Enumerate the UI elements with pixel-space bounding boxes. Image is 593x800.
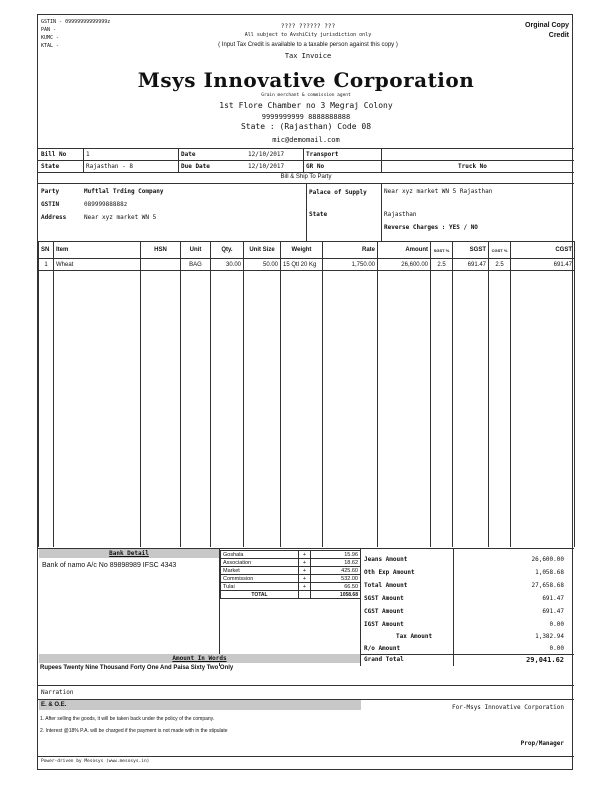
charge-total-label: TOTAL	[221, 591, 299, 599]
charge-total-row	[221, 591, 361, 599]
ro-amount: 0.00	[549, 645, 564, 652]
header-symbols: ???? ?????? ???	[280, 23, 336, 30]
grand-total-label: Grand Total	[364, 656, 404, 663]
charge-sign: +	[299, 567, 311, 575]
term-1: 1. After selling the goods, it will be taken back under the policy of the company.	[40, 716, 215, 722]
party-address-label: Address	[41, 214, 67, 221]
party-name: Muftlal Trding Company	[84, 188, 164, 195]
oth-exp-amount: 1,058.68	[535, 569, 564, 576]
col-unit: Unit	[181, 242, 211, 259]
cell-rate: 1,750.00	[323, 259, 378, 271]
jeans-amount-label: Jeans Amount	[364, 556, 408, 563]
powered-by: Power-driven by Mesosys (www.mesosys.in)	[41, 759, 150, 764]
company-tagline: Grain merchant & commission agent	[261, 93, 351, 98]
col-unit-size: Unit Size	[244, 242, 281, 259]
charge-row	[221, 551, 361, 559]
party-state: Rajasthan	[384, 211, 417, 218]
charge-name: Association	[221, 559, 299, 567]
bill-state: Rajasthan - 8	[86, 163, 133, 170]
party-gstin-label: GSTIN	[41, 201, 60, 208]
party-label: Party	[41, 188, 60, 195]
party-address: Near xyz market WN 5	[84, 214, 157, 221]
company-state: State : (Rajasthan) Code 08	[240, 122, 372, 131]
cell-weight: 15 Qtl 20 Kg	[281, 259, 323, 271]
total-amount: 27,658.68	[531, 582, 564, 589]
charge-row	[221, 567, 361, 575]
col-cgst: CGST	[511, 242, 575, 259]
ro-amount-label: R/o Amount	[364, 645, 401, 652]
charge-name: Goshala	[221, 551, 299, 559]
charge-row	[221, 559, 361, 567]
signatory: Prop/Manager	[520, 740, 564, 747]
bill-state-label: State	[41, 163, 60, 170]
company-email: mic@demomail.com	[272, 136, 340, 144]
for-company: For-Msys Innovative Corporation	[452, 704, 564, 711]
items-header-row	[39, 242, 575, 259]
jeans-amount: 26,600.00	[531, 556, 564, 563]
cell-sn: 1	[39, 259, 54, 271]
cell-sgst-pct: 2.5	[431, 259, 453, 271]
jurisdiction-note: All subject to AvshiCity jurisdiction only	[244, 32, 372, 38]
due-date: 12/10/2017	[248, 163, 285, 170]
charge-value: 532.00	[311, 575, 361, 583]
cell-hsn	[141, 259, 181, 271]
seller-pan: PAN -	[41, 27, 57, 33]
charge-value: 18.62	[311, 559, 361, 567]
party-gstin: 08999988888z	[84, 201, 128, 208]
igst-amount-label: IGST Amount	[364, 621, 404, 628]
place-of-supply-label: Palace of Supply	[309, 189, 367, 196]
col-sgst-pct: SGST %	[431, 242, 453, 259]
total-amount-label: Total Amount	[364, 582, 408, 589]
charge-name: Commission	[221, 575, 299, 583]
eoe-label: E. & O.E.	[39, 700, 361, 710]
cell-amount: 26,600.00	[378, 259, 431, 271]
company-address: 1st Flore Chamber no 3 Megraj Colony	[219, 101, 393, 110]
bill-no-label: Bill No	[41, 151, 67, 158]
ship-to-title: Bill & Ship To Party	[280, 174, 332, 180]
amount-in-words: Rupees Twenty Nine Thousand Forty One And Paisa Sixty Two Only	[40, 665, 234, 671]
charge-value: 425.60	[311, 567, 361, 575]
charge-value: 15.96	[311, 551, 361, 559]
tax-amount-label: Tax Amount	[396, 633, 433, 640]
charge-sign: +	[299, 583, 311, 591]
reverse-charges: Reverse Charges : YES / NO	[384, 224, 478, 231]
company-name: Msys Innovative Corporation	[137, 68, 475, 92]
table-row	[39, 259, 575, 271]
date-label: Date	[181, 151, 196, 158]
copy-label: Orginal Copy	[525, 22, 569, 29]
charge-sign: +	[299, 551, 311, 559]
seller-kumc: KUMC -	[41, 35, 60, 41]
cgst-amount: 691.47	[542, 608, 564, 615]
charge-row	[221, 575, 361, 583]
charge-value: 66.50	[311, 583, 361, 591]
seller-gstin: GSTIN - 09999999999999z	[41, 19, 111, 25]
col-sgst: SGST	[453, 242, 489, 259]
cgst-amount-label: CGST Amount	[364, 608, 404, 615]
bill-date: 12/10/2017	[248, 151, 285, 158]
charge-sign: +	[299, 559, 311, 567]
oth-exp-label: Oth Exp Amount	[364, 569, 415, 576]
col-sn: SN	[39, 242, 54, 259]
cell-cgst: 691.47	[511, 259, 575, 271]
col-weight: Weight	[281, 242, 323, 259]
col-cgst-pct: CGST %	[489, 242, 511, 259]
document-type: Tax Invoice	[284, 52, 332, 60]
col-hsn: HSN	[141, 242, 181, 259]
bill-no: 1	[86, 151, 90, 158]
charge-name: Tulai	[221, 583, 299, 591]
invoice-page	[37, 14, 573, 770]
col-rate: Rate	[323, 242, 378, 259]
bank-detail-title: Bank Detail	[39, 549, 219, 558]
credit-label: Credit	[548, 32, 569, 39]
party-state-label: State	[309, 211, 328, 218]
bank-detail: Bank of namo A/c No 89898989 IFSC 4343	[42, 562, 177, 569]
narration-label: Narration	[41, 689, 74, 696]
seller-ktal: KTAL -	[41, 43, 60, 49]
truck-no-label: Truck No	[458, 163, 487, 170]
charge-total: 1058.68	[311, 591, 361, 599]
charges-table	[220, 550, 361, 599]
cell-unit: BAG	[181, 259, 211, 271]
cell-item: Wheat	[54, 259, 141, 271]
sgst-amount-label: SGST Amount	[364, 595, 404, 602]
col-item: Item	[54, 242, 141, 259]
grand-total: 29,041.62	[526, 656, 564, 664]
gr-no-label: GR No	[306, 163, 325, 170]
sgst-amount: 691.47	[542, 595, 564, 602]
cell-sgst: 691.47	[453, 259, 489, 271]
tax-amount: 1,382.94	[535, 633, 564, 640]
col-amount: Amount	[378, 242, 431, 259]
term-2: 2. Interest @18% P.A. will be charged if the payment is not made with in the stipulate	[40, 728, 228, 734]
charge-name: Market	[221, 567, 299, 575]
cell-cgst-pct: 2.5	[489, 259, 511, 271]
itc-note: ( Input Tax Credit is available to a taxable person against this copy )	[218, 42, 398, 48]
due-date-label: Due Date	[181, 163, 210, 170]
table-filler-row	[39, 271, 575, 548]
company-phone: 9999999999 8888888888	[261, 113, 351, 121]
igst-amount: 0.00	[549, 621, 564, 628]
items-table	[38, 241, 575, 547]
cell-qty: 30.00	[211, 259, 244, 271]
cell-unit-size: 50.00	[244, 259, 281, 271]
transport-label: Transport	[306, 151, 339, 158]
charge-sign: +	[299, 575, 311, 583]
col-qty: Qty.	[211, 242, 244, 259]
charge-row	[221, 583, 361, 591]
amount-words-title: Amount In Words	[39, 654, 360, 663]
place-of-supply: Near xyz market WN 5 Rajasthan	[384, 188, 493, 195]
